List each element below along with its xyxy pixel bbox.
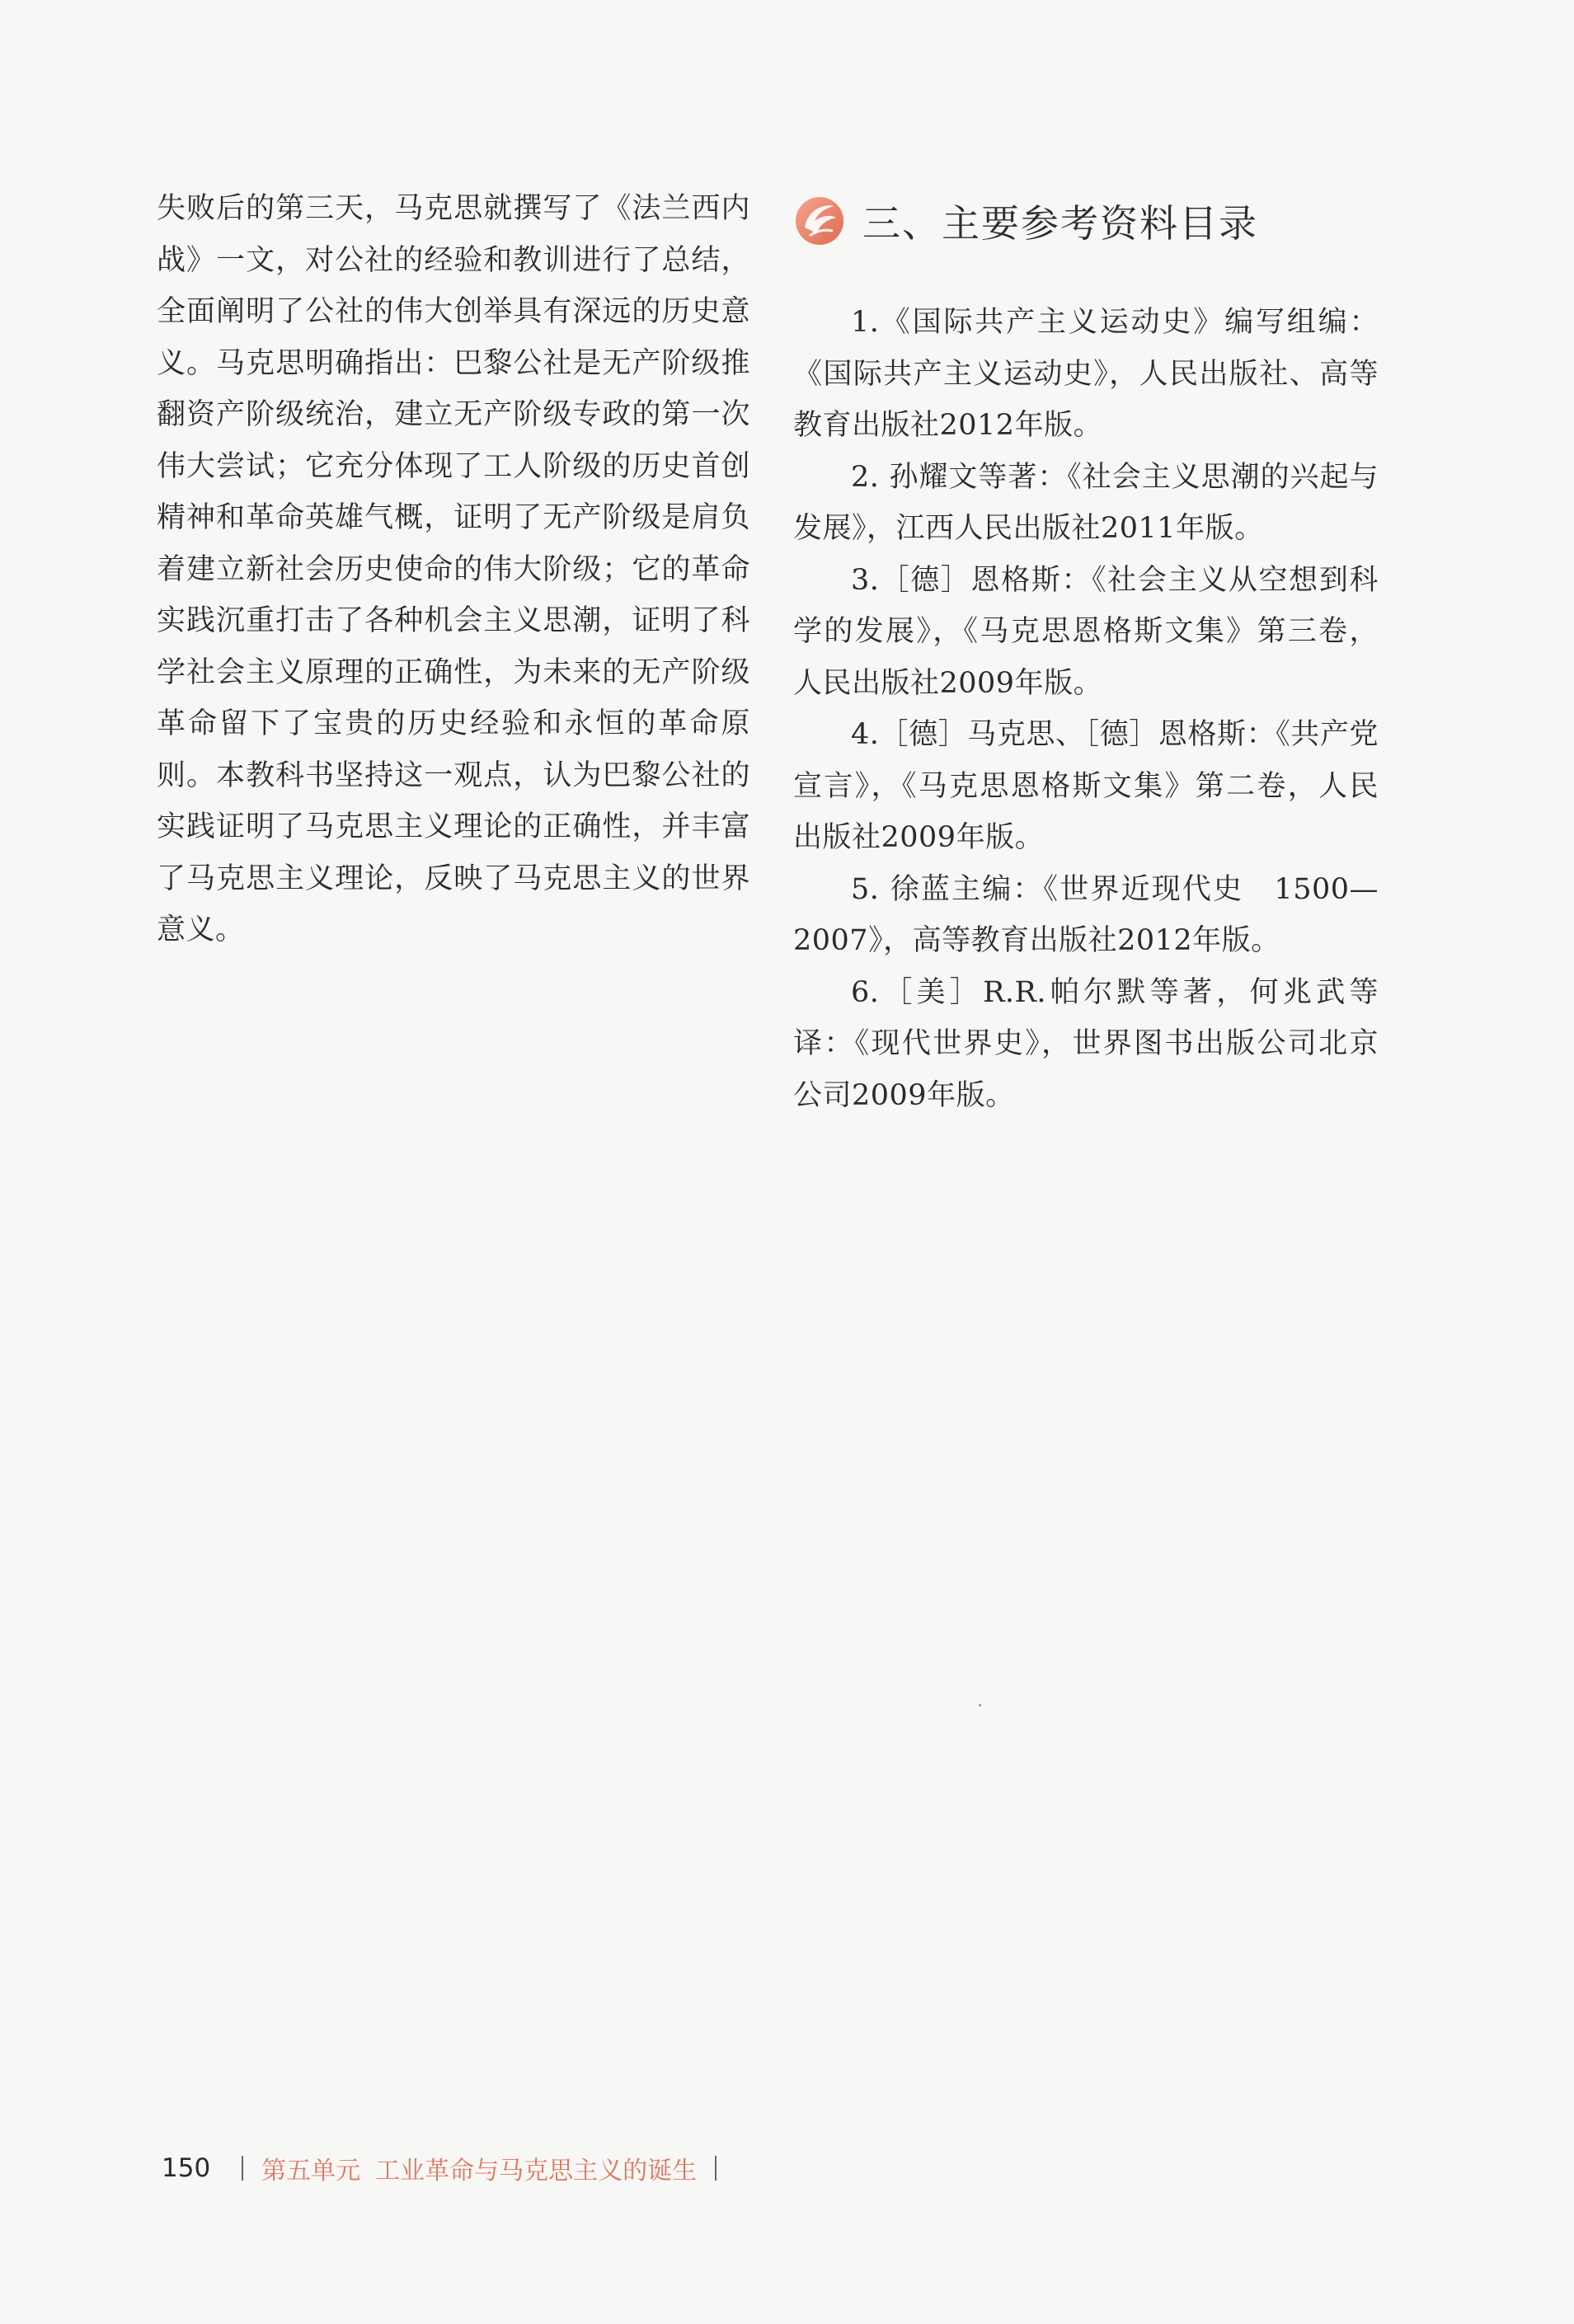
body-paragraph: 失败后的第三天，马克思就撰写了《法兰西内战》一文，对公社的经验和教训进行了总结，全面阐明了公社的伟大创举具有深远的历史意义。马克思明确指出：巴黎公社是无产阶级推翻资产阶级统治，建立无产阶级专政的第一次伟大尝试；它充分体现了工人阶级的历史首创精神和革命英雄气概，证明了无产阶级是肩负着建立新社会历史使命的伟大阶级；它的革命实践沉重打击了各种机会主义思潮，证明了科学社会主义原理的正确性，为未来的无产阶级革命留下了宝贵的历史经验和永恒的革命原则。本教科书坚持这一观点，认为巴黎公社的实践证明了马克思主义理论的正确性，并丰富了马克思主义理论，反映了马克思主义的世界意义。 [157, 192, 750, 946]
footer-divider [242, 2156, 243, 2181]
unit-title: 工业革命与马克思主义的诞生 [375, 2157, 698, 2185]
section-title: 三、主要参考资料目录 [862, 201, 1258, 246]
reference-item: 1.《国际共产主义运动史》编写组编：《国际共产主义运动史》，人民出版社、高等教育出版社2012年版。 [793, 306, 1379, 442]
page-footer [162, 2150, 717, 2186]
reference-item: 4.［德］马克思、［德］恩格斯：《共产党宣言》，《马克思恩格斯文集》第二卷，人民出版社2009年版。 [793, 718, 1379, 854]
footer-divider [715, 2156, 717, 2181]
section-heading [793, 188, 1379, 254]
page-number: 150 [162, 2153, 211, 2183]
scan-speck [979, 1704, 981, 1707]
unit-label: 第五单元 [261, 2157, 361, 2185]
left-column [157, 183, 750, 956]
reference-item: 5. 徐蓝主编：《世界近现代史 1500—2007》，高等教育出版社2012年版。 [793, 872, 1379, 957]
right-column [793, 188, 1379, 1121]
reference-item: 6.［美］R.R.帕尔默等著，何兆武等译：《现代世界史》，世界图书出版公司北京公司2009年版。 [793, 975, 1379, 1112]
section-swirl-icon [793, 195, 846, 247]
reference-item: 3.［德］恩格斯：《社会主义从空想到科学的发展》，《马克思恩格斯文集》第三卷，人民出版社2009年版。 [793, 563, 1379, 700]
reference-item: 2. 孙耀文等著：《社会主义思潮的兴起与发展》，江西人民出版社2011年版。 [793, 460, 1379, 545]
reference-list [793, 297, 1379, 1121]
